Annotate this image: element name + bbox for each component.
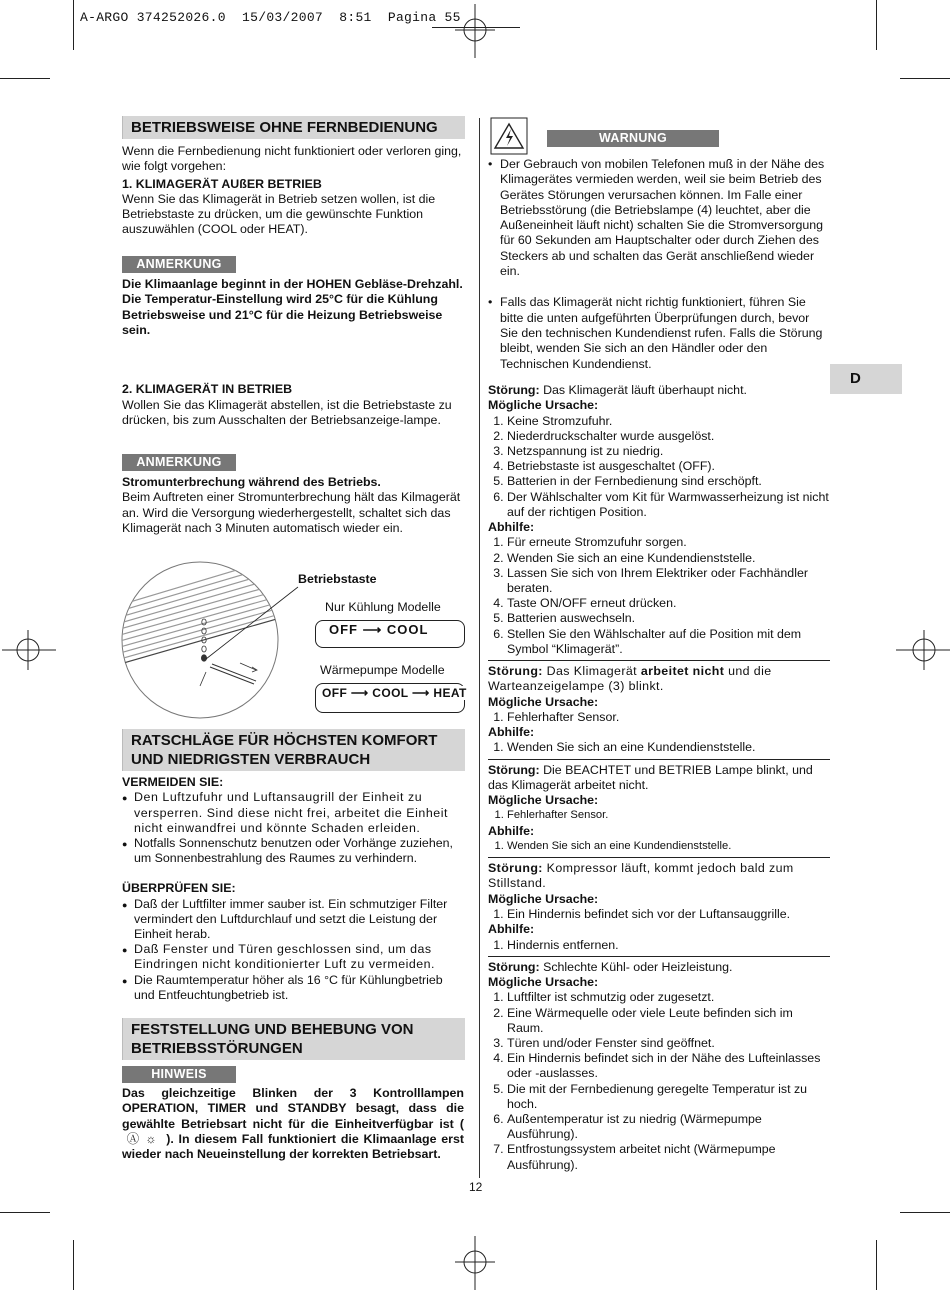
list-item: 6. Außentemperatur ist zu niedrig (Wärmepumpe Ausführung).: [507, 1112, 830, 1142]
crop-mark: [73, 1240, 74, 1290]
divider: [488, 660, 830, 661]
note2-bold: Stromunterbrechung während des Betriebs.: [122, 475, 381, 489]
check-title: ÜBERPRÜFEN SIE:: [122, 881, 236, 896]
hint-label: HINWEIS: [122, 1066, 236, 1083]
fault-label: Störung:: [488, 861, 543, 876]
list-item: ● Daß Fenster und Türen geschlossen sind, um das Eindringen nicht konditionierter Luft zu vermeiden.: [134, 942, 464, 972]
sequence-cool: [315, 620, 465, 648]
label-heat-models: Wärmepumpe Modelle: [320, 663, 445, 677]
column-divider: [479, 118, 480, 1178]
label-cool-models: Nur Kühlung Modelle: [325, 600, 441, 614]
list-item: 4. Taste ON/OFF erneut drücken.: [507, 596, 830, 611]
list-item: 6. Stellen Sie den Wählschalter auf die Position mit dem Symbol “Klimagerät”.: [507, 627, 830, 657]
list-item: ● Notfalls Sonnenschutz benutzen oder Vorhänge zuziehen, um Sonnenbestrahlung des Raumes zu verhindern.: [134, 836, 464, 866]
warning-icon: [490, 117, 528, 155]
fault-label: Störung:: [488, 663, 543, 678]
fault-text: Die BEACHTET und BETRIEB Lampe blinkt, und das Klimagerät arbeitet nicht.: [488, 762, 813, 792]
crop-mark: [0, 1212, 50, 1213]
remedy-label: Abhilfe:: [488, 823, 535, 838]
list-item: 3. Lassen Sie sich von Ihrem Elektriker oder Fachhändler beraten.: [507, 566, 830, 596]
list-item: 1. Fehlerhafter Sensor.: [507, 808, 830, 823]
warning-list: • Der Gebrauch von mobilen Telefonen muß in der Nähe des Klimagerätes vermieden werden, weil sie beim Betrieb des Gerätes Störungen verursachen können. Im Falle einer Betriebsstörung (die Betriebslampe (4) leuchtet, aber die Außeneinheit läuft nicht) schalten Sie die Stromversorgung für 60 Sekunden am Hauptschalter oder durch Ziehen des Steckers ab und schalten das Gerät anschließend wieder ein. • Falls das Klimagerät nicht richtig funktioniert, führen Sie bitte die unten aufgeführten Überprüfungen durch, bevor Sie den technischen Kundendienst rufen. Falls die Störung bleibt, wenden Sie sich an den Händler oder den Technischen Kundendienst.: [488, 157, 830, 372]
print-header: A-ARGO 374252026.0 15/03/2007 8:51 Pagina 55: [80, 10, 461, 25]
list-item: 2. Wenden Sie sich an eine Kundendienststelle.: [507, 551, 830, 566]
fault-text: Das Klimagerät läuft überhaupt nicht.: [543, 383, 747, 397]
check-list: [122, 897, 464, 1003]
fault-3: [488, 763, 830, 794]
list-item: 1. Hindernis entfernen.: [507, 938, 830, 953]
note1-text: Die Klimaanlage beginnt in der HOHEN Gebläse-Drehzahl. Die Temperatur-Einstellung wird 25°C für die Kühlung Betriebsweise und 21°C für die Heizung Betriebsweise sein.: [122, 277, 463, 337]
remedy-list: [488, 839, 830, 854]
list-item: 1. Keine Stromzufuhr.: [507, 414, 830, 429]
crop-mark: [900, 1212, 950, 1213]
step1-title: 1. KLIMAGERÄT AUßER BETRIEB: [122, 176, 322, 191]
step1-text: Wenn Sie das Klimagerät in Betrieb setzen wollen, ist die Betriebstaste zu drücken, um die gewünschte Funktion auszuwählen (COOL oder HEAT).: [122, 191, 436, 237]
list-item: 2. Niederdruckschalter wurde ausgelöst.: [507, 429, 830, 444]
step2-title: 2. KLIMAGERÄT IN BETRIEB: [122, 382, 293, 396]
list-item: ● Daß der Luftfilter immer sauber ist. Ein schmutziger Filter vermindert den Luftdurchlauf und setzt die Leistung der Einheit herab.: [134, 897, 464, 943]
remedy-label: Abhilfe:: [488, 725, 535, 740]
registration-mark-right: [894, 620, 950, 680]
note-label-1: ANMERKUNG: [122, 256, 236, 273]
warning-text-2: Falls das Klimagerät nicht richtig funktioniert, führen Sie bitte die unten aufgeführten Überprüfungen durch, bevor Sie den technischen Kundendienst rufen. Falls die Störung bleibt, wenden Sie sich an den Händler oder den Technischen Kundendienst.: [500, 295, 823, 371]
list-item: 3. Türen und/oder Fenster sind geöffnet.: [507, 1036, 830, 1051]
cause-list: [488, 990, 830, 1172]
remedy-list: [488, 938, 830, 953]
warning-text-1: Der Gebrauch von mobilen Telefonen muß in der Nähe des Klimagerätes vermieden werden, weil sie beim Betrieb des Gerätes Störungen verursachen können. Im Falle einer Betriebsstörung (die Betriebslampe (4) leuchtet, aber die Außeneinheit läuft nicht) schalten Sie die Stromversorgung für 60 Sekunden am Hauptschalter oder durch Ziehen des Steckers ab und schalten das Gerät anschließend wieder ein.: [500, 157, 825, 279]
note2-block: [122, 475, 464, 536]
divider: [488, 956, 830, 957]
list-item: 7. Entfrostungssystem arbeitet nicht (Wärmepumpe Ausführung).: [507, 1142, 830, 1172]
crop-mark: [0, 78, 50, 79]
registration-mark-bottom: [445, 1232, 505, 1290]
avoid-title: VERMEIDEN SIE:: [122, 775, 224, 789]
list-item: 2. Eine Wärmequelle oder viele Leute befinden sich im Raum.: [507, 1006, 830, 1036]
list-item: 3. Netzspannung ist zu niedrig.: [507, 444, 830, 459]
section-heading-operation-without-remote: BETRIEBSWEISE OHNE FERNBEDIENUNG: [122, 116, 465, 139]
remedy-list: [488, 535, 830, 657]
cause-list: [488, 907, 830, 922]
crop-mark: [73, 0, 74, 50]
label-operation-button: Betriebstaste: [298, 572, 377, 586]
language-tab: [830, 364, 902, 394]
cause-label: Mögliche Ursache:: [488, 975, 599, 990]
list-item: 5. Die mit der Fernbedienung geregelte Temperatur ist zu hoch.: [507, 1082, 830, 1112]
cause-label: Mögliche Ursache:: [488, 793, 599, 808]
list-item: 4. Ein Hindernis befindet sich in der Nähe des Lufteinlasses oder -auslasses.: [507, 1051, 830, 1081]
left-column-top: [122, 144, 464, 238]
hint-text: [122, 1086, 464, 1162]
remedy-label: Abhilfe:: [488, 520, 535, 535]
mode-icons: Ⓐ ☼: [122, 1131, 162, 1146]
intro-text: Wenn die Fernbedienung nicht funktioniert oder verloren ging, wie folgt vorgehen:: [122, 144, 462, 174]
note-label-2: ANMERKUNG: [122, 454, 236, 471]
registration-mark-top: [445, 4, 505, 60]
hint-text-a: Das gleichzeitige Blinken der 3 Kontrolllampen OPERATION, TIMER und STANDBY besagt, dass die gewählte Betriebsart nicht für die Einheitverfügbar ist (: [122, 1086, 464, 1131]
fault-text-bold: arbeitet nicht: [640, 663, 725, 678]
list-item: 1. Für erneute Stromzufuhr sorgen.: [507, 535, 830, 550]
cause-list: [488, 808, 830, 823]
fault-text: Das Klimagerät: [546, 663, 641, 678]
list-item: 5. Batterien auswechseln.: [507, 611, 830, 626]
hint-text-b: ). In diesem Fall funktioniert die Klimaanlage erst wieder nach Neueinstellung der korrekten Betriebsart.: [122, 1131, 464, 1162]
pointer-line: [200, 585, 300, 665]
fault-label: Störung:: [488, 383, 540, 397]
fault-label: Störung:: [488, 762, 540, 777]
section-heading-comfort-tips: RATSCHLÄGE FÜR HÖCHSTEN KOMFORT UND NIEDRIGSTEN VERBRAUCH: [122, 729, 465, 771]
list-item: ● Den Luftzufuhr und Luftansaugrill der Einheit zu versperren. Sind diese nicht frei, arbeitet die Einheit nicht einwandfrei und könnte Schaden erleiden.: [134, 790, 464, 836]
cause-list: [488, 710, 830, 725]
list-item: 1. Ein Hindernis befindet sich vor der Luftansauggrille.: [507, 907, 830, 922]
crop-mark: [900, 78, 950, 79]
comfort-tips-block: [122, 775, 464, 1003]
warning-label: WARNUNG: [547, 130, 719, 147]
list-item: ● Die Raumtemperatur höher als 16 °C für Kühlungbetrieb und Entfeuchtungbetrieb ist.: [134, 973, 464, 1003]
section-heading-troubleshooting: FESTSTELLUNG UND BEHEBUNG VON BETRIEBSSTÖRUNGEN: [122, 1018, 465, 1060]
language-tab-label: D: [850, 370, 861, 387]
page-number: 12: [469, 1180, 483, 1194]
fault-2: [488, 664, 830, 695]
list-item: 1. Wenden Sie sich an eine Kundendienststelle.: [507, 740, 830, 755]
fault-1: [488, 383, 830, 398]
list-item: 1. Luftfilter ist schmutzig oder zugesetzt.: [507, 990, 830, 1005]
step2-text: Wollen Sie das Klimagerät abstellen, ist die Betriebstaste zu drücken, bis zum Ausschalten der Betriebsanzeige-lampe.: [122, 398, 452, 428]
sequence-heat: [315, 683, 465, 713]
avoid-list: [122, 790, 464, 866]
list-item: 4. Betriebstaste ist ausgeschaltet (OFF).: [507, 459, 830, 474]
cause-label: Mögliche Ursache:: [488, 398, 599, 413]
divider: [488, 759, 830, 760]
registration-mark-left: [2, 620, 58, 680]
sequence-heat-text: OFF ⟶ COOL ⟶ HEAT: [322, 686, 467, 700]
remedy-label: Abhilfe:: [488, 922, 535, 937]
list-item: 1. Fehlerhafter Sensor.: [507, 710, 830, 725]
fault-4: [488, 861, 830, 892]
crop-mark: [876, 0, 877, 50]
sequence-cool-text: OFF ⟶ COOL: [326, 622, 431, 638]
fault-text: Kompressor läuft, kommt jedoch bald zum Stillstand.: [488, 861, 794, 891]
cause-label: Mögliche Ursache:: [488, 891, 599, 906]
cause-list: [488, 414, 830, 520]
list-item: 5. Batterien in der Fernbedienung sind erschöpft.: [507, 474, 830, 489]
fault-text: und die Warteanzeigelampe (3) blinkt.: [488, 663, 772, 694]
list-item: 6. Der Wählschalter vom Kit für Warmwasserheizung ist nicht auf der richtigen Position.: [507, 490, 830, 520]
remedy-list: [488, 740, 830, 755]
fault-label: Störung:: [488, 959, 540, 974]
fault-text: Schlechte Kühl- oder Heizleistung.: [543, 959, 733, 974]
divider: [488, 857, 830, 858]
fault-5: [488, 960, 830, 975]
note2-text: Beim Auftreten einer Stromunterbrechung hält das Kilmagerät an. Wird die Versorgung wiederhergestellt, schaltet sich das Klimagerät nach 3 Minuten automatisch wieder ein.: [122, 490, 461, 535]
list-item: 1. Wenden Sie sich an eine Kundendienststelle.: [507, 839, 830, 854]
fault-table: [488, 383, 830, 1173]
cause-label: Mögliche Ursache:: [488, 694, 599, 709]
crop-mark: [876, 1240, 877, 1290]
